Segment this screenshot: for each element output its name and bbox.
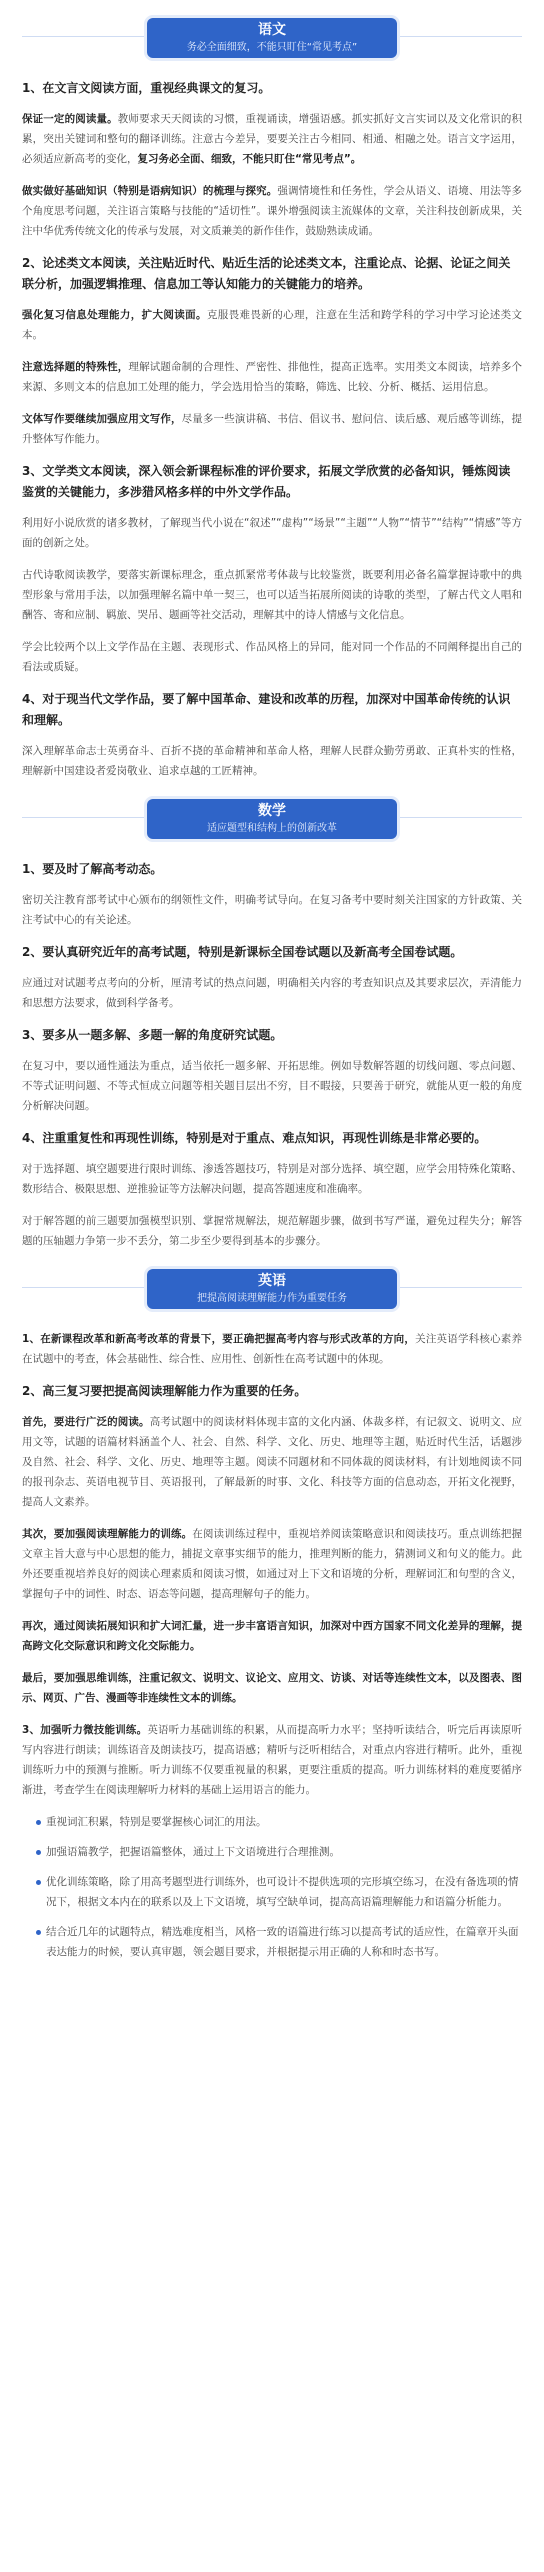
paragraph: 学会比较两个以上文学作品在主题、表现形式、作品风格上的异同，能对同一个作品的不同阐释提出自己的看法或质疑。 (22, 641, 522, 673)
paragraph: 对于解答题的前三题要加强模型识别、掌握常规解法，规范解题步骤，做到书写严谨，避免过程失分；解答题的压轴题力争第一步不丢分，第二步至少要得到基本的步骤分。 (22, 1215, 522, 1247)
heading: 3、要多从一题多解、多题一解的角度研究试题。 (22, 1028, 283, 1042)
article (0, 14, 544, 2572)
section-title-badge (147, 799, 397, 839)
english-content (22, 1329, 522, 1962)
paragraph: 注意选择题的特殊性，理解试题命制的合理性、严密性、排他性，提高正选率。实用类文本阅读，培养多个来源、多则文本的信息加工处理的能力，学会选用恰当的策略，筛选、比较、分析、概括、运用信息。 (22, 361, 523, 393)
heading: 1、在文言文阅读方面，重视经典课文的复习。 (22, 81, 271, 95)
heading: 3、文学类文本阅读，深入领会新课程标准的评价要求，拓展文学欣赏的必备知识，锤炼阅读鉴赏的关键能力，多涉猎风格多样的中外文学作品。 (22, 464, 511, 499)
paragraph: 深入理解革命志士英勇奋斗、百折不挠的革命精神和革命人格，理解人民群众勤劳勇敢、正真朴实的性格，理解新中国建设者爱岗敬业、追求卓越的工匠精神。 (22, 745, 522, 777)
paragraph: 强化复习信息处理能力，扩大阅读面。克服畏难畏新的心理，注意在生活和跨学科的学习中学习论述类文本。 (22, 309, 522, 341)
paragraph: 应通过对试题考点考向的分析，厘清考试的热点问题，明确相关内容的考查知识点及其要求层次，弄清能力和思想方法要求，做到科学备考。 (22, 977, 522, 1009)
paragraph: 密切关注教育部考试中心颁布的纲领性文件，明确考试导向。在复习备考中要时刻关注国家的方针政策、关注考试中心的有关论述。 (22, 894, 522, 926)
paragraph: 在复习中，要以通性通法为重点，适当依托一题多解、开拓思维。例如导数解答题的切线问题、零点问题、不等式证明问题、不等式恒成立问题等相关题目层出不穷，目不暇接，只要善于研究，就能从更一般的角度分析解决问题。 (22, 1060, 522, 1112)
paragraph: 对于选择题、填空题要进行限时训练、渗透答题技巧，特别是对部分选择、填空题，应学会用特殊化策略、数形结合、极限思想、逆推验证等方法解决问题，提高答题速度和准确率。 (22, 1163, 522, 1195)
heading: 4、对于现当代文学作品，要了解中国革命、建设和改革的历程，加深对中国革命传统的认识和理解。 (22, 692, 511, 727)
section-subtitle: 务必全面细致，不能只盯住“常见考点” (186, 42, 358, 53)
paragraph: 3、加强听力微技能训练。英语听力基础训练的积累，从而提高听力水平；坚持听读结合，听完后再读原听写内容进行朗读；训练语音及朗读技巧，提高语感；精听与泛听相结合，对重点内容进行精听。此外，重视训练听力中的预测与推断。听力训练不仅要重视量的积累，更要注重质的提高。听力训练材料的难度要循序渐进，考查学生在阅读理解听力材料的基础上运用语言的能力。 (22, 1724, 523, 1796)
chinese-content (22, 78, 522, 781)
paragraph: 利用好小说欣赏的诸多教材，了解现当代小说在“叙述”“虚构”“场景”“主题”“人物”“情节”“结构”“情感”等方面的创新之处。 (22, 517, 522, 549)
list-item: 加强语篇教学，把握语篇整体，通过上下文语境进行合理推测。 (36, 1842, 522, 1862)
section-title-badge (147, 1269, 397, 1309)
section-header-chinese (22, 14, 522, 78)
paragraph: 古代诗歌阅读教学，要落实新课标理念，重点抓紧常考体裁与比较鉴赏，既要利用必备名篇掌握诗歌中的典型形象与常用手法，以加强理解名篇中单一契三，也可以适当拓展所阅读的诗歌的类型，了解古代文人唱和酬答、寄和应制、羁旅、哭吊、题画等社交活动，理解其中的诗人情感与文化信息。 (22, 569, 522, 621)
heading: 1、要及时了解高考动态。 (22, 862, 163, 876)
heading: 2、高三复习要把提高阅读理解能力作为重要的任务。 (22, 1384, 307, 1398)
bullet-list (22, 1812, 522, 1962)
paragraph: 1、在新课程改革和新高考改革的背景下，要正确把握高考内容与形式改革的方向，关注英语学科核心素养在试题中的考查，体会基础性、综合性、应用性、创新性在高考试题中的体现。 (22, 1333, 523, 1365)
paragraph: 做实做好基础知识（特别是语病知识）的梳理与探究。强调情境性和任务性，学会从语义、语境、用法等多个角度思考问题，关注语言策略与技能的“适切性”。课外增强阅读主流媒体的文章，关注科技创新成果，关注中华优秀传统文化的传承与发展，对文质兼美的新作佳作，鼓励熟读成诵。 (22, 185, 522, 237)
paragraph: 保证一定的阅读量。教师要求天天阅读的习惯，重视诵读，增强语感。抓实抓好文言实词以及文化常识的积累，突出关键词和整句的翻译训练。注意古今差异，要要关注古今相同、相通、相融之处。语言文字运用，必须适应新高考的变化，复习务必全面、细致，不能只盯住“常见考点”。 (22, 113, 523, 165)
section-subtitle: 把提高阅读理解能力作为重要任务 (197, 1293, 347, 1304)
section-header-english (22, 1265, 522, 1329)
paragraph: 其次，要加强阅读理解能力的训练。在阅读训练过程中，重视培养阅读策略意识和阅读技巧。重点训练把握文章主旨大意与中心思想的能力，捕捉文章事实细节的能力，推理判断的能力，猜测词义和句义的能力。此外还要重视培养良好的阅读心理素质和阅读习惯，如通过对上下文和语境的分析，理解词汇和句型的含义，掌握句子中的词性、时态、语态等问题，提高理解句子的能力。 (22, 1528, 523, 1600)
heading: 2、要认真研究近年的高考试题，特别是新课标全国卷试题以及新高考全国卷试题。 (22, 945, 463, 959)
list-item: 结合近几年的试题特点，精选难度相当，风格一致的语篇进行练习以提高考试的适应性，在篇章开头面表达能力的时候，要认真审题，领会题目要求，并根据提示用正确的人称和时态书写。 (36, 1922, 522, 1962)
list-item: 优化训练策略，除了用高考题型进行训练外，也可设计不提供选项的完形填空练习，在没有备选项的情况下，根据文本内在的联系以及上下文语境，填写空缺单词，提高高语篇理解能力和语篇分析能力。 (36, 1872, 522, 1912)
paragraph: 最后，要加强思维训练，注重记叙文、说明文、议论文、应用文、访谈、对话等连续性文本，以及图表、图示、网页、广告、漫画等非连续性文本的训练。 (22, 1672, 522, 1704)
section-header-math (22, 795, 522, 859)
list-item: 重视词汇积累，特别是要掌握核心词汇的用法。 (36, 1812, 522, 1832)
section-title: 语文 (258, 22, 286, 38)
heading: 4、注重重复性和再现性训练，特别是对于重点、难点知识，再现性训练是非常必要的。 (22, 1131, 487, 1145)
section-subtitle: 适应题型和结构上的创新改革 (207, 823, 337, 834)
section-title: 数学 (258, 803, 286, 819)
paragraph: 再次，通过阅读拓展知识和扩大词汇量，进一步丰富语言知识，加深对中西方国家不同文化差异的理解，提高跨文化交际意识和跨文化交际能力。 (22, 1620, 522, 1652)
paragraph: 文体写作要继续加强应用文写作，尽量多一些演讲稿、书信、倡议书、慰问信、读后感、观后感等训练，提升整体写作能力。 (22, 413, 523, 445)
section-title: 英语 (258, 1273, 286, 1289)
section-title-badge (147, 18, 397, 58)
heading: 2、论述类文本阅读，关注贴近时代、贴近生活的论述类文本，注重论点、论据、论证之间关联分析，加强逻辑推理、信息加工等认知能力的关键能力的培养。 (22, 256, 511, 291)
paragraph: 首先，要进行广泛的阅读。高考试题中的阅读材料体现丰富的文化内涵、体裁多样，有记叙文、说明文、应用文等，试题的语篇材料涵盖个人、社会、自然、科学、文化、历史、地理等主题，贴近时代生活，话题涉及自然、社会、科学、文化、历史、地理等主题。阅读不同题材和不同体裁的阅读材料，有计划地阅读不同的报刊杂志、英语电视节目、英语报刊，了解最新的时事、文化、科技等方面的信息动态，开拓文化视野，提高人文素养。 (22, 1416, 523, 1508)
math-content (22, 859, 522, 1251)
